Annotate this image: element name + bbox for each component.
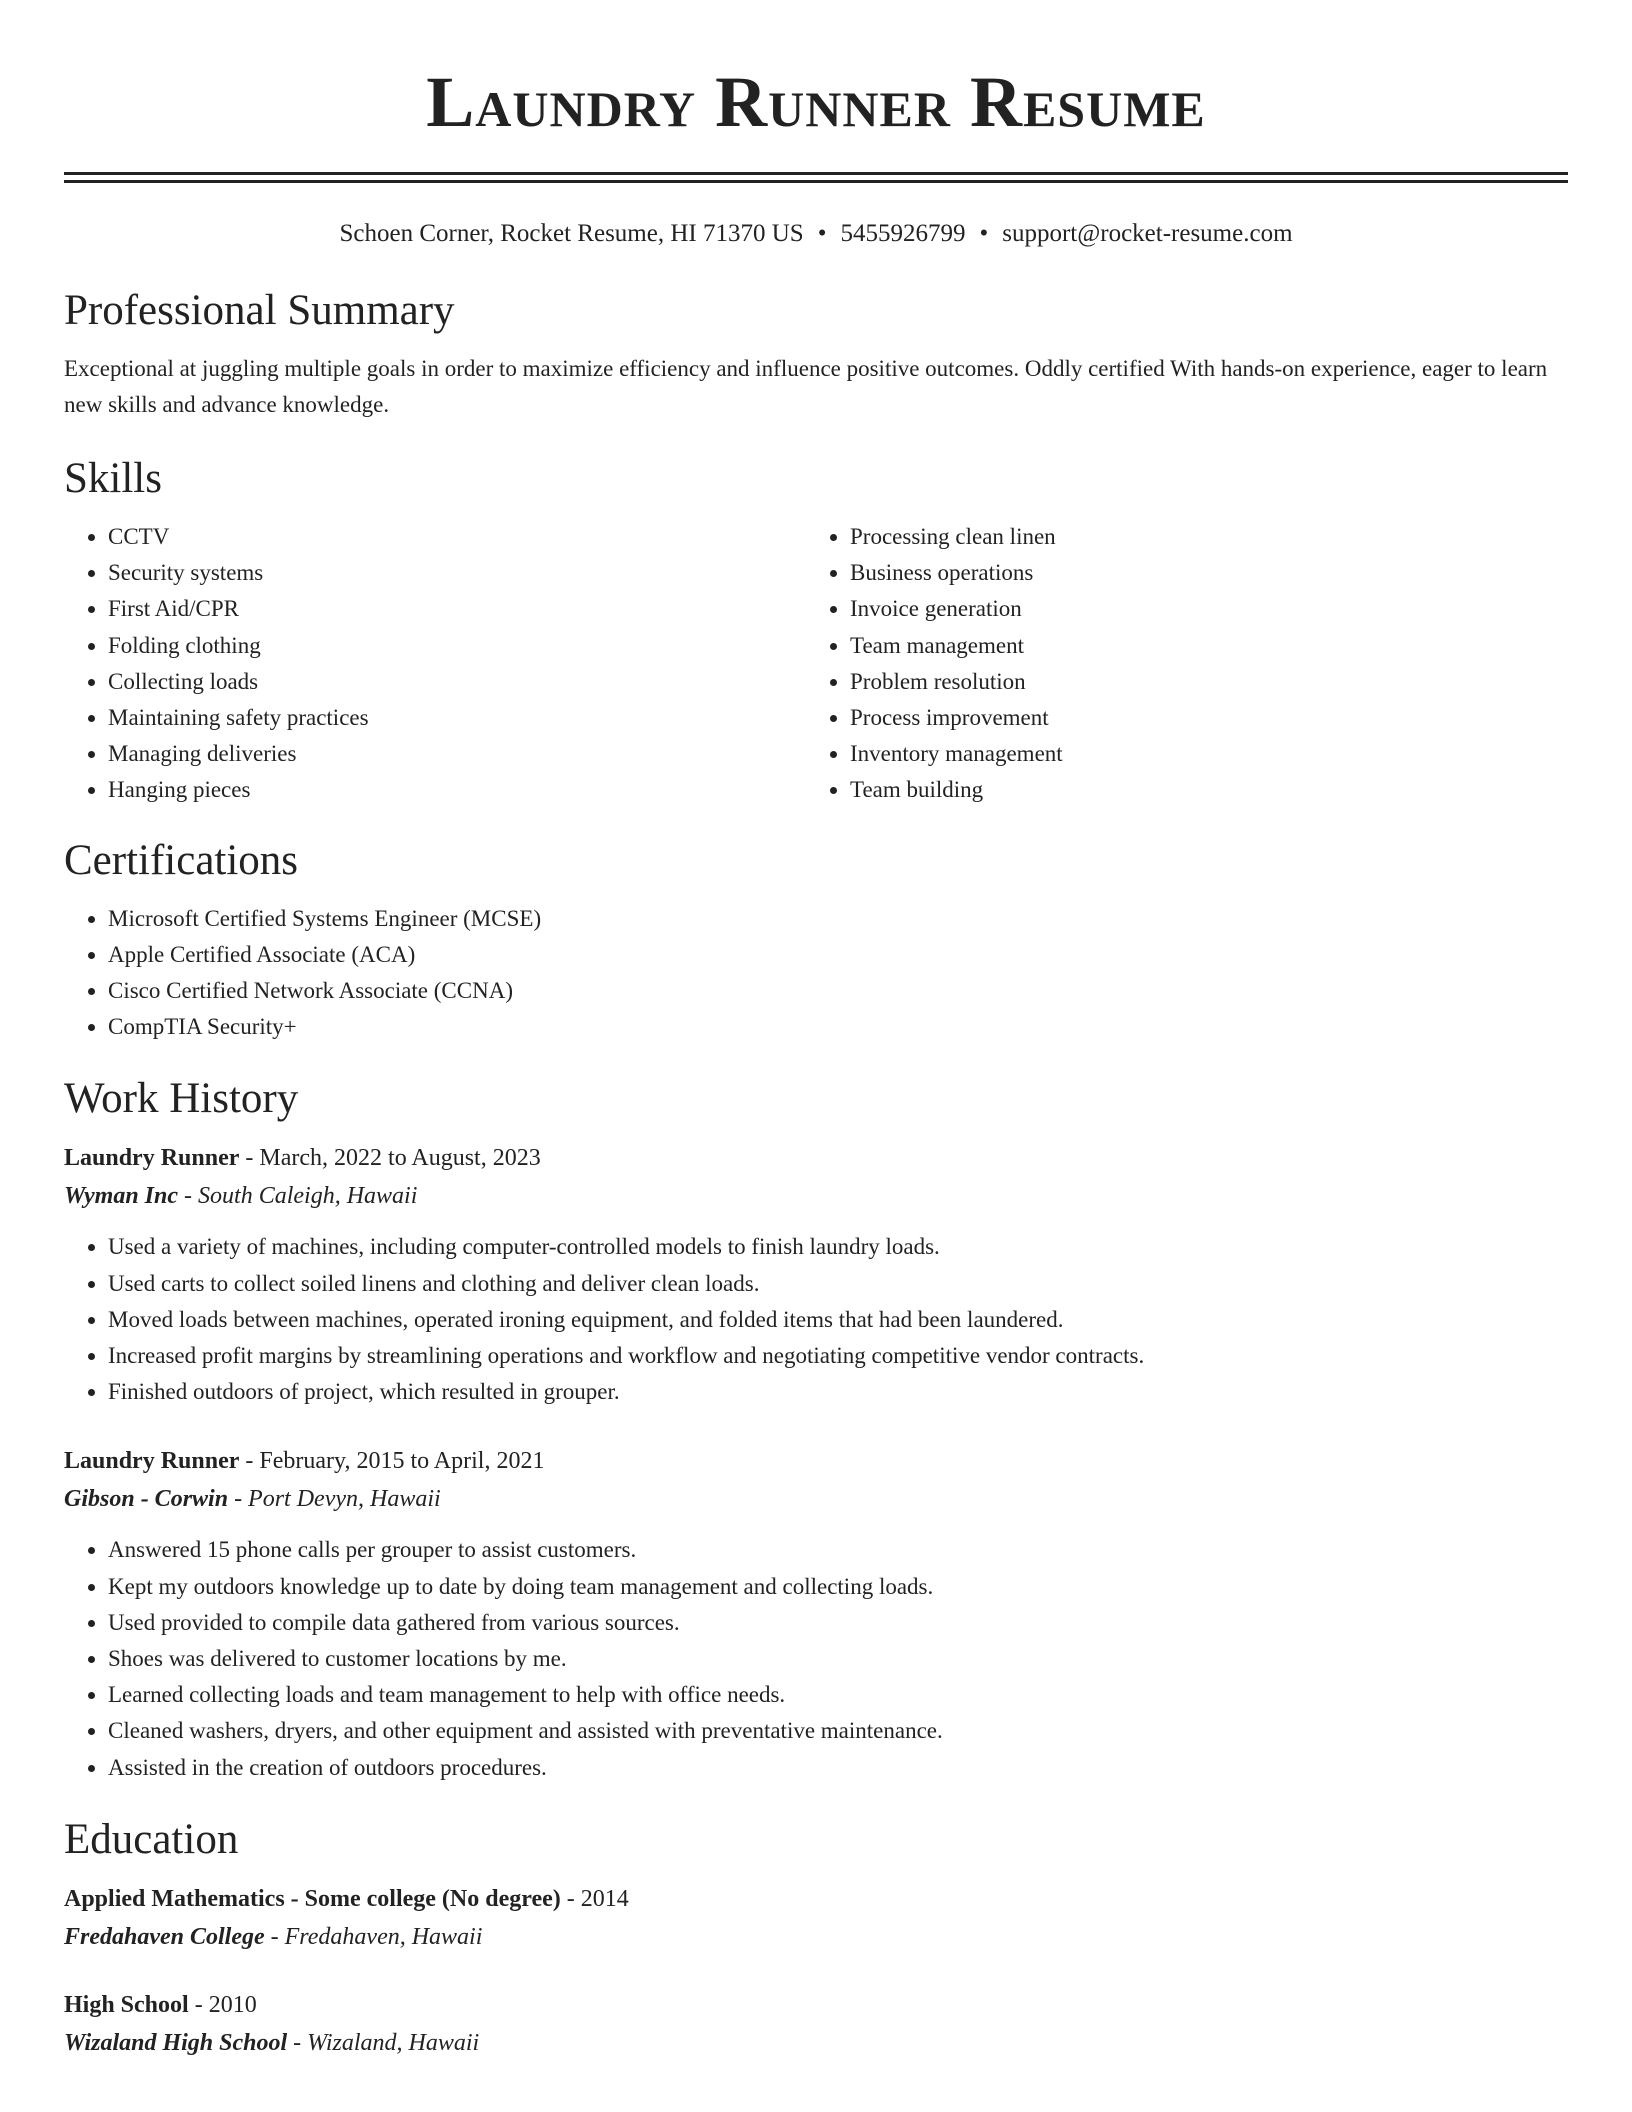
skills-grid [64, 519, 1568, 809]
job-entry [64, 1139, 1568, 1410]
skill-item: • Processing clean linen [850, 519, 1548, 555]
job-bullet: • Cleaned washers, dryers, and other equipment and assisted with preventative maintenance. [108, 1713, 1568, 1749]
contact-line [64, 217, 1568, 251]
school-line [64, 1918, 1568, 1956]
skill-item: • First Aid/CPR [108, 591, 806, 627]
job-bullet: • Finished outdoors of project, which resulted in grouper. [108, 1374, 1568, 1410]
job-title-line [64, 1442, 1568, 1480]
certifications-list [64, 901, 1568, 1046]
job-bullet: • Learned collecting loads and team management to help with office needs. [108, 1677, 1568, 1713]
resume-title: Laundry Runner Resume [426, 62, 1206, 142]
job-bullets [64, 1532, 1568, 1785]
job-bullet: • Shoes was delivered to customer locations by me. [108, 1641, 1568, 1677]
job-title: Laundry Runner [64, 1448, 240, 1475]
skill-item: • Process improvement [850, 700, 1548, 736]
degree-line [64, 1880, 1568, 1918]
job-bullet: • Used provided to compile data gathered from various sources. [108, 1605, 1568, 1641]
contact-separator: • [979, 220, 989, 247]
company-location: - Port Devyn, Hawaii [228, 1486, 441, 1513]
skills-list-left [64, 519, 806, 809]
certification-item: • CompTIA Security+ [108, 1009, 1568, 1045]
job-bullet: • Answered 15 phone calls per grouper to assist customers. [108, 1532, 1568, 1568]
skill-item: • Managing deliveries [108, 736, 806, 772]
school-location: - Wizaland, Hawaii [287, 2029, 480, 2056]
skill-item: • Collecting loads [108, 664, 806, 700]
company-name: Wyman Inc [64, 1183, 179, 1210]
certification-item: • Microsoft Certified Systems Engineer (MCSE) [108, 901, 1568, 937]
skill-item: • Business operations [850, 555, 1548, 591]
job-bullet: • Moved loads between machines, operated ironing equipment, and folded items that had been laundered. [108, 1302, 1568, 1338]
skill-item: • Team management [850, 628, 1548, 664]
company-name: Gibson - Corwin [64, 1486, 229, 1513]
certifications-heading: Certifications [64, 836, 299, 884]
skill-item: • Folding clothing [108, 628, 806, 664]
degree-name: High School [64, 1991, 189, 2018]
job-title: Laundry Runner [64, 1145, 240, 1172]
job-bullet: • Used carts to collect soiled linens and clothing and deliver clean loads. [108, 1266, 1568, 1302]
contact-email: support@rocket-resume.com [1002, 220, 1293, 247]
skill-item: • Maintaining safety practices [108, 700, 806, 736]
skill-item: • Hanging pieces [108, 772, 806, 808]
skill-item: • Security systems [108, 555, 806, 591]
degree-name: Applied Mathematics - Some college (No degree) [64, 1885, 561, 1912]
skill-item: • Invoice generation [850, 591, 1548, 627]
education-heading: Education [64, 1815, 239, 1863]
degree-year: - 2010 [188, 1991, 257, 2018]
skill-item: • CCTV [108, 519, 806, 555]
company-line [64, 1177, 1568, 1215]
work-history-heading: Work History [64, 1075, 299, 1123]
education-entry [64, 1986, 1568, 2062]
job-entry [64, 1442, 1568, 1785]
summary-heading: Professional Summary [64, 287, 455, 334]
job-bullet: • Increased profit margins by streamlining operations and workflow and negotiating competitive vendor contracts. [108, 1338, 1568, 1374]
job-bullet: • Used a variety of machines, including computer-controlled models to finish laundry loads. [108, 1229, 1568, 1265]
skill-item: • Inventory management [850, 736, 1548, 772]
school-name: Fredahaven College [64, 1923, 265, 1950]
contact-phone: 5455926799 [840, 220, 966, 247]
company-location: - South Caleigh, Hawaii [178, 1183, 418, 1210]
degree-year: - 2014 [560, 1885, 629, 1912]
certification-item: • Apple Certified Associate (ACA) [108, 937, 1568, 973]
skills-heading: Skills [64, 455, 162, 502]
skill-item: • Team building [850, 772, 1548, 808]
job-bullets [64, 1229, 1568, 1410]
contact-address: Schoen Corner, Rocket Resume, HI 71370 US [339, 220, 804, 247]
contact-separator: • [817, 220, 827, 247]
company-line [64, 1480, 1568, 1518]
skills-list-right [806, 519, 1548, 809]
title-double-rule [64, 172, 1568, 183]
job-dates: - March, 2022 to August, 2023 [239, 1145, 541, 1172]
job-bullet: • Assisted in the creation of outdoors procedures. [108, 1750, 1568, 1786]
job-dates: - February, 2015 to April, 2021 [239, 1448, 545, 1475]
school-name: Wizaland High School [64, 2029, 288, 2056]
certification-item: • Cisco Certified Network Associate (CCNA) [108, 973, 1568, 1009]
job-bullet: • Kept my outdoors knowledge up to date by doing team management and collecting loads. [108, 1569, 1568, 1605]
education-entry [64, 1880, 1568, 1956]
job-title-line [64, 1139, 1568, 1177]
summary-text: Exceptional at juggling multiple goals in order to maximize efficiency and influence positive outcomes. Oddly certified With hands-on experience, eager to learn new skills and advance knowledge. [64, 356, 1548, 417]
school-location: - Fredahaven, Hawaii [264, 1923, 483, 1950]
degree-line [64, 1986, 1568, 2024]
skill-item: • Problem resolution [850, 664, 1548, 700]
school-line [64, 2024, 1568, 2062]
